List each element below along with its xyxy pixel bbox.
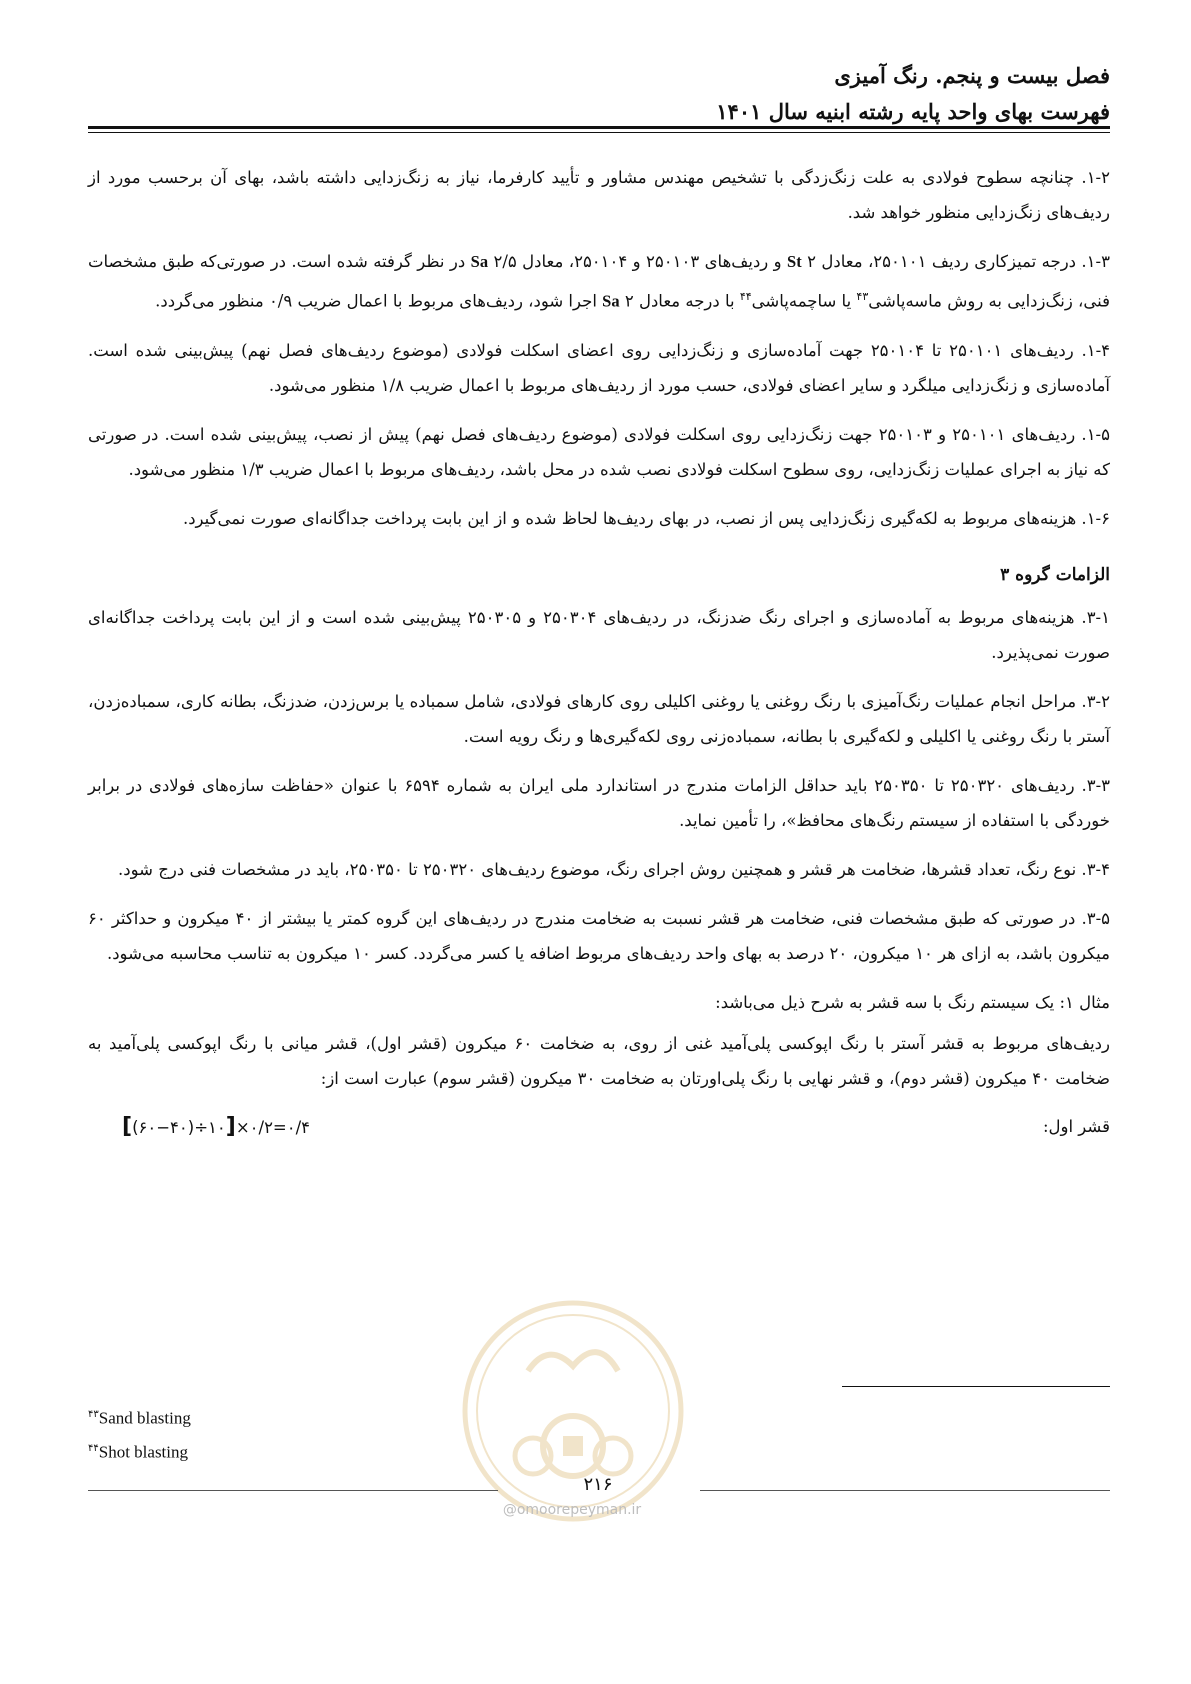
- document-body: [88, 160, 1110, 1144]
- paragraph-1-5: ۱-۵. ردیف‌های ۲۵۰۱۰۱ و ۲۵۰۱۰۳ جهت زنگ‌زدایی روی اسکلت فولادی (موضوع ردیف‌های فصل نهم) پیش از نصب، پیش‌بینی شده است. در صورتی که نیاز به اجرای عملیات زنگ‌زدایی، روی سطوح اسکلت فولادی نصب شده در محل باشد، ردیف‌های مربوط با اعمال ضریب ۱/۳ منظور می‌شود.: [88, 424, 1110, 479]
- price-list-title: فهرست بهای واحد پایه رشته ابنیه سال ۱۴۰۱: [716, 99, 1110, 124]
- paragraph-3-5: ۳-۵. در صورتی که طبق مشخصات فنی، ضخامت هر قشر نسبت به ضخامت مندرج در ردیف‌های این گروه کمتر یا بیشتر از ۴۰ میکرون و حداکثر ۶۰ میکرون باشد، به ازای هر ۱۰ میکرون، ۲۰ درصد به بهای واحد ردیف‌های مربوط اضافه یا کسر می‌گردد. کسر ۱۰ میکرون به تناسب محاسبه می‌شود.: [88, 908, 1111, 963]
- header-rule-thick: [88, 126, 1110, 129]
- paragraph-3-1: ۳-۱. هزینه‌های مربوط به آماده‌سازی و اجرای رنگ ضدزنگ، در ردیف‌های ۲۵۰۳۰۴ و ۲۵۰۳۰۵ پیش‌بینی شده است و از این بابت پرداخت جداگانه‌ای صورت نمی‌پذیرد.: [88, 607, 1110, 662]
- paragraph-1-3: ۱-۳. درجه تمیزکاری ردیف ۲۵۰۱۰۱، معادل ۲ St و ردیف‌های ۲۵۰۱۰۳ و ۲۵۰۱۰۴، معادل ۲/۵ Sa در نظر گرفته شده است. در صورتی‌که طبق مشخصات فنی، زنگ‌زدایی به روش ماسه‌پاشی$^{۴۳}$ یا ساچمه‌پاشی$^{۴۴}$ با درجه معادل ۲ Sa اجرا شود، ردیف‌های مربوط با اعمال ضریب ۰/۹ منظور می‌گردد.: [88, 252, 1110, 311]
- watermark-url: @omoorepeyman.ir: [502, 1502, 642, 1518]
- footer-rule-right: [700, 1490, 1110, 1491]
- section-heading-group-3: الزامات گروه ۳: [1000, 564, 1110, 585]
- footnote-ref-43: ۴۳: [856, 290, 869, 303]
- st-grade: St: [787, 252, 802, 271]
- document-page: [88, 0, 1110, 1684]
- page-header: [88, 58, 1110, 130]
- formula-row: [88, 1110, 1110, 1144]
- header-rule-thin: [88, 132, 1110, 133]
- footer-rule-left: [88, 1490, 498, 1491]
- example-1-heading: مثال ۱: یک سیستم رنگ با سه قشر به شرح ذیل می‌باشد:: [715, 992, 1110, 1012]
- formula: [(۶۰−۴۰)÷۱۰]×۰/۲=۰/۴: [122, 1113, 311, 1139]
- footnotes: [88, 1400, 191, 1467]
- paragraph-3-4: ۳-۴. نوع رنگ، تعداد قشرها، ضخامت هر قشر و همچنین روش اجرای رنگ، موضوع ردیف‌های ۲۵۰۳۲۰ تا ۲۵۰۳۵۰، باید در مشخصات فنی درج شود.: [118, 859, 1110, 879]
- paragraph-1-6: ۱-۶. هزینه‌های مربوط به لکه‌گیری زنگ‌زدایی پس از نصب، در بهای ردیف‌ها لحاظ شده و از این بابت پرداخت جداگانه‌ای صورت نمی‌گیرد.: [182, 508, 1110, 528]
- example-1-text: ردیف‌های مربوط به قشر آستر با رنگ اپوکسی پلی‌آمید غنی از روی، به ضخامت ۶۰ میکرون (قشر اول)، قشر میانی با رنگ اپوکسی پلی‌آمید به ضخامت ۴۰ میکرون (قشر دوم)، و قشر نهایی با رنگ پلی‌اورتان به ضخامت ۳۰ میکرون (قشر سوم) عبارت است از:: [88, 1033, 1111, 1088]
- paragraph-1-2: ۱-۲. چنانچه سطوح فولادی به علت زنگ‌زدگی با تشخیص مهندس مشاور و تأیید کارفرما، نیاز به زنگ‌زدایی داشته باشد، بهای آن برحسب مورد از ردیف‌های زنگ‌زدایی منظور خواهد شد.: [88, 168, 1110, 222]
- page-number: ۲۱۶: [583, 1474, 613, 1495]
- footnote-separator: [842, 1386, 1110, 1387]
- sa-grade: Sa: [602, 291, 620, 311]
- paragraph-3-3: ۳-۳. ردیف‌های ۲۵۰۳۲۰ تا ۲۵۰۳۵۰ باید حداقل الزامات مندرج در استاندارد ملی ایران به شماره ۶۵۹۴ با عنوان «حفاظت سازه‌های فولادی در برابر خوردگی با استفاده از سیستم رنگ‌های محافظ»، را تأمین نماید.: [88, 775, 1111, 830]
- footnote-43: $^{۴۳}$Sand blasting: [88, 1408, 191, 1428]
- chapter-title: فصل بیست و پنجم. رنگ آمیزی: [834, 63, 1110, 88]
- paragraph-3-2: ۳-۲. مراحل انجام عملیات رنگ‌آمیزی با رنگ روغنی یا روغنی اکلیلی روی کارهای فولادی، شامل سمباده یا برس‌زدن، ضدزنگ، بطانه کاری، سمباده‌زدن، آستر با رنگ روغنی یا اکلیلی و لکه‌گیری با بطانه، سمباده‌زنی روی لکه‌گیری‌ها و رنگ رویه است.: [88, 691, 1110, 746]
- paragraph-1-4: ۱-۴. ردیف‌های ۲۵۰۱۰۱ تا ۲۵۰۱۰۴ جهت آماده‌سازی و زنگ‌زدایی روی اعضای اسکلت فولادی (موضوع ردیف‌های فصل نهم) پیش‌بینی شده است. آماده‌سازی و زنگ‌زدایی میلگرد و سایر اعضای فولادی، حسب مورد از ردیف‌های مربوط با اعمال ضریب ۱/۸ منظور می‌شود.: [88, 340, 1111, 395]
- sa-grade: Sa: [470, 252, 489, 271]
- footnote-ref-44: ۴۴: [739, 290, 752, 303]
- formula-label: قشر اول:: [1042, 1116, 1110, 1136]
- footnote-44: $^{۴۴}$Shot blasting: [88, 1442, 189, 1462]
